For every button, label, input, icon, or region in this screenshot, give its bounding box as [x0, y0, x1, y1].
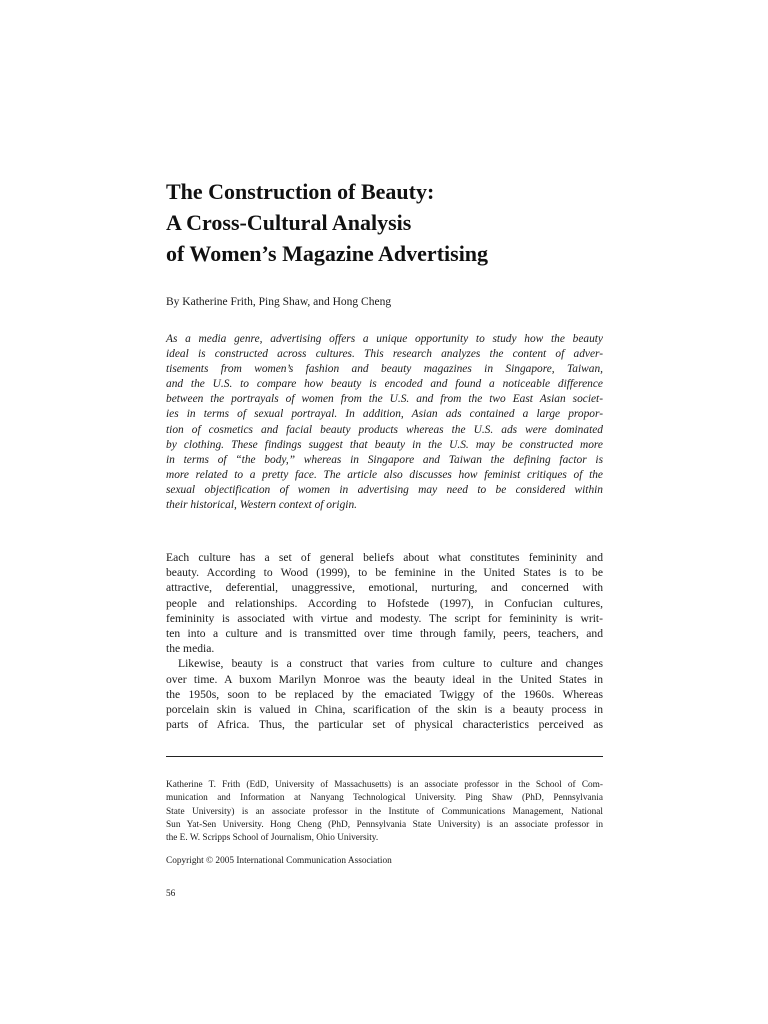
body-line: porcelain skin is valued in China, scarification of the skin is a beauty process in: [166, 702, 603, 716]
abstract-line: sexual objectification of women in advertising may need to be considered within: [166, 483, 603, 496]
body-line: attractive, deferential, unaggressive, emotional, nurturing, and concerned with: [166, 581, 603, 595]
abstract-line: As a media genre, advertising offers a unique opportunity to study how the beauty: [166, 333, 603, 345]
title-line: of Women’s Magazine Advertising: [166, 241, 489, 266]
abstract-line: ideal is constructed across cultures. This research analyzes the content of adver-: [166, 348, 603, 361]
footnote-line: the E. W. Scripps School of Journalism, Ohio University.: [166, 833, 379, 844]
footnote-line: State University) is an associate professor in the Institute of Communications Management, National: [166, 806, 603, 817]
page-number: 56: [166, 889, 176, 899]
body-line: Likewise, beauty is a construct that varies from culture to culture and changes: [178, 657, 603, 671]
abstract-line: more related to a pretty face. The article also discusses how feminist critiques of the: [166, 468, 603, 481]
paragraph: [166, 550, 603, 656]
article-title: [166, 176, 603, 269]
title-line: The Construction of Beauty:: [166, 179, 435, 204]
body-line: parts of Africa. Thus, the particular set of physical characteristics perceived as: [166, 718, 603, 732]
footnote-line: Sun Yat-Sen University. Hong Cheng (PhD, Pennsylvania State University) is an associate professor in: [166, 819, 603, 830]
abstract-line: between the portrayals of women from the U.S. and from the two East Asian societ-: [166, 393, 603, 406]
body-text: [166, 550, 603, 732]
body-line: femininity is associated with virtue and modesty. The script for femininity is writ-: [166, 611, 603, 625]
copyright-notice: Copyright © 2005 International Communication Association: [166, 856, 392, 866]
abstract-line: tion of cosmetics and facial beauty products whereas the U.S. ads were dominated: [166, 423, 603, 436]
abstract-line: and the U.S. to compare how beauty is encoded and found a noticeable difference: [166, 378, 603, 391]
article-page: [166, 0, 603, 1024]
abstract-line: tisements from women’s fashion and beauty magazines in Singapore, Taiwan,: [166, 363, 603, 376]
footnote-divider: [166, 756, 603, 757]
body-line: ten into a culture and is transmitted over time through family, peers, teachers, and: [166, 626, 603, 640]
author-byline: By Katherine Frith, Ping Shaw, and Hong Cheng: [166, 296, 392, 308]
body-line: beauty. According to Wood (1999), to be feminine in the United States is to be: [166, 566, 603, 580]
body-line: the media.: [166, 642, 215, 656]
paragraph: [166, 656, 603, 732]
body-line: Each culture has a set of general beliefs about what constitutes femininity and: [166, 551, 603, 564]
abstract: [166, 332, 603, 513]
body-line: the 1950s, soon to be replaced by the emaciated Twiggy of the 1960s. Whereas: [166, 687, 603, 701]
author-footnote: [166, 779, 603, 845]
footnote-line: munication and Information at Nanyang Technological University. Ping Shaw (PhD, Pennsylvania: [166, 793, 603, 804]
abstract-line: ies in terms of sexual portrayal. In addition, Asian ads contained a large propor-: [166, 408, 603, 421]
title-line: A Cross-Cultural Analysis: [166, 210, 412, 235]
abstract-line: their historical, Western context of origin.: [166, 499, 357, 512]
abstract-line: by clothing. These findings suggest that beauty in the U.S. may be constructed more: [166, 438, 603, 451]
body-line: over time. A buxom Marilyn Monroe was the beauty ideal in the United States in: [166, 672, 603, 686]
footnote-line: Katherine T. Frith (EdD, University of Massachusetts) is an associate professor in the School of Com-: [166, 780, 603, 790]
body-line: people and relationships. According to Hofstede (1997), in Confucian cultures,: [166, 596, 603, 610]
abstract-line: in terms of “the body,” whereas in Singapore and Taiwan the defining factor is: [166, 453, 603, 466]
